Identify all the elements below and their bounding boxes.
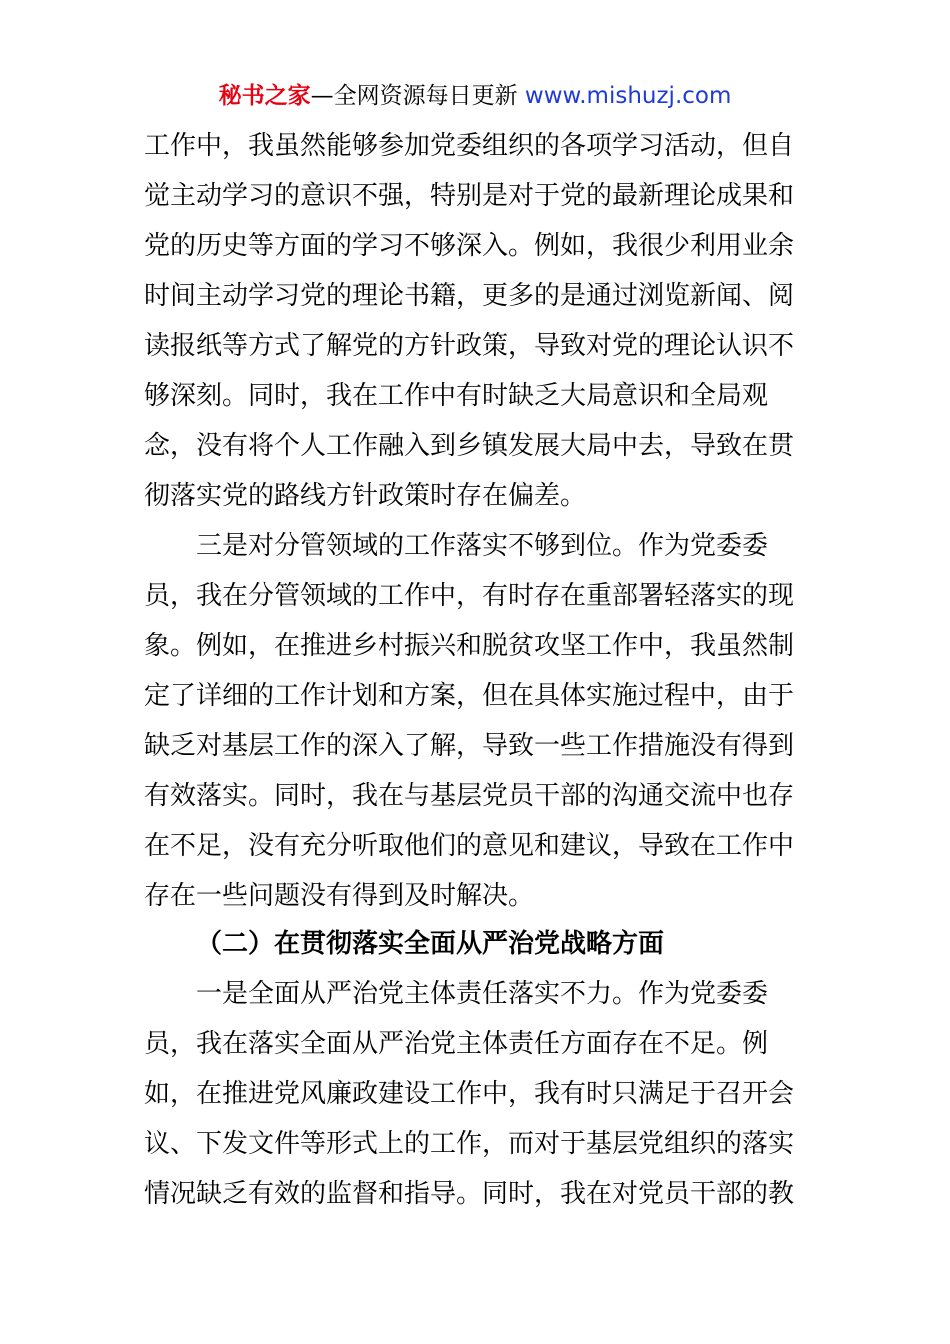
text-line: 时间主动学习党的理论书籍，更多的是通过浏览新闻、阅 — [144, 281, 795, 311]
text-line: 念，没有将个人工作融入到乡镇发展大局中去，导致在贯 — [144, 431, 795, 461]
text-line: 有效落实。同时，我在与基层党员干部的沟通交流中也存 — [144, 781, 795, 811]
page-header — [0, 80, 950, 112]
text-line: 存在一些问题没有得到及时解决。 — [144, 881, 535, 911]
text-line: 觉主动学习的意识不强，特别是对于党的最新理论成果和 — [144, 181, 795, 211]
text-line: 情况缺乏有效的监督和指导。同时，我在对党员干部的教 — [144, 1179, 795, 1209]
text-line: 党的历史等方面的学习不够深入。例如，我很少利用业余 — [144, 231, 795, 261]
text-line: 读报纸等方式了解党的方针政策，导致对党的理论认识不 — [144, 331, 795, 361]
brand-name: 秘书之家 — [218, 83, 311, 109]
text-line: 缺乏对基层工作的深入了解，导致一些工作措施没有得到 — [144, 731, 795, 761]
header-tagline: —全网资源每日更新 — [310, 83, 525, 109]
text-line: 在不足，没有充分听取他们的意见和建议，导致在工作中 — [144, 831, 795, 861]
text-line: 一是全面从严治党主体责任落实不力。作为党委委 — [196, 979, 769, 1009]
text-line: 三是对分管领域的工作落实不够到位。作为党委委 — [196, 531, 769, 561]
text-line: 象。例如，在推进乡村振兴和脱贫攻坚工作中，我虽然制 — [144, 631, 795, 661]
text-line: 够深刻。同时，我在工作中有时缺乏大局意识和全局观 — [144, 381, 769, 411]
text-line: 定了详细的工作计划和方案，但在具体实施过程中，由于 — [144, 681, 795, 711]
site-url: www.mishuzj.com — [524, 83, 732, 109]
section-heading: （二）在贯彻落实全面从严治党战略方面 — [196, 929, 665, 959]
text-line: 议、下发文件等形式上的工作，而对于基层党组织的落实 — [144, 1129, 795, 1159]
text-line: 员，我在分管领域的工作中，有时存在重部署轻落实的现 — [144, 581, 795, 611]
text-line: 如，在推进党风廉政建设工作中，我有时只满足于召开会 — [144, 1079, 795, 1109]
text-line: 工作中，我虽然能够参加党委组织的各项学习活动，但自 — [144, 131, 795, 161]
text-line: 彻落实党的路线方针政策时存在偏差。 — [144, 481, 587, 511]
text-line: 员，我在落实全面从严治党主体责任方面存在不足。例 — [144, 1029, 769, 1059]
